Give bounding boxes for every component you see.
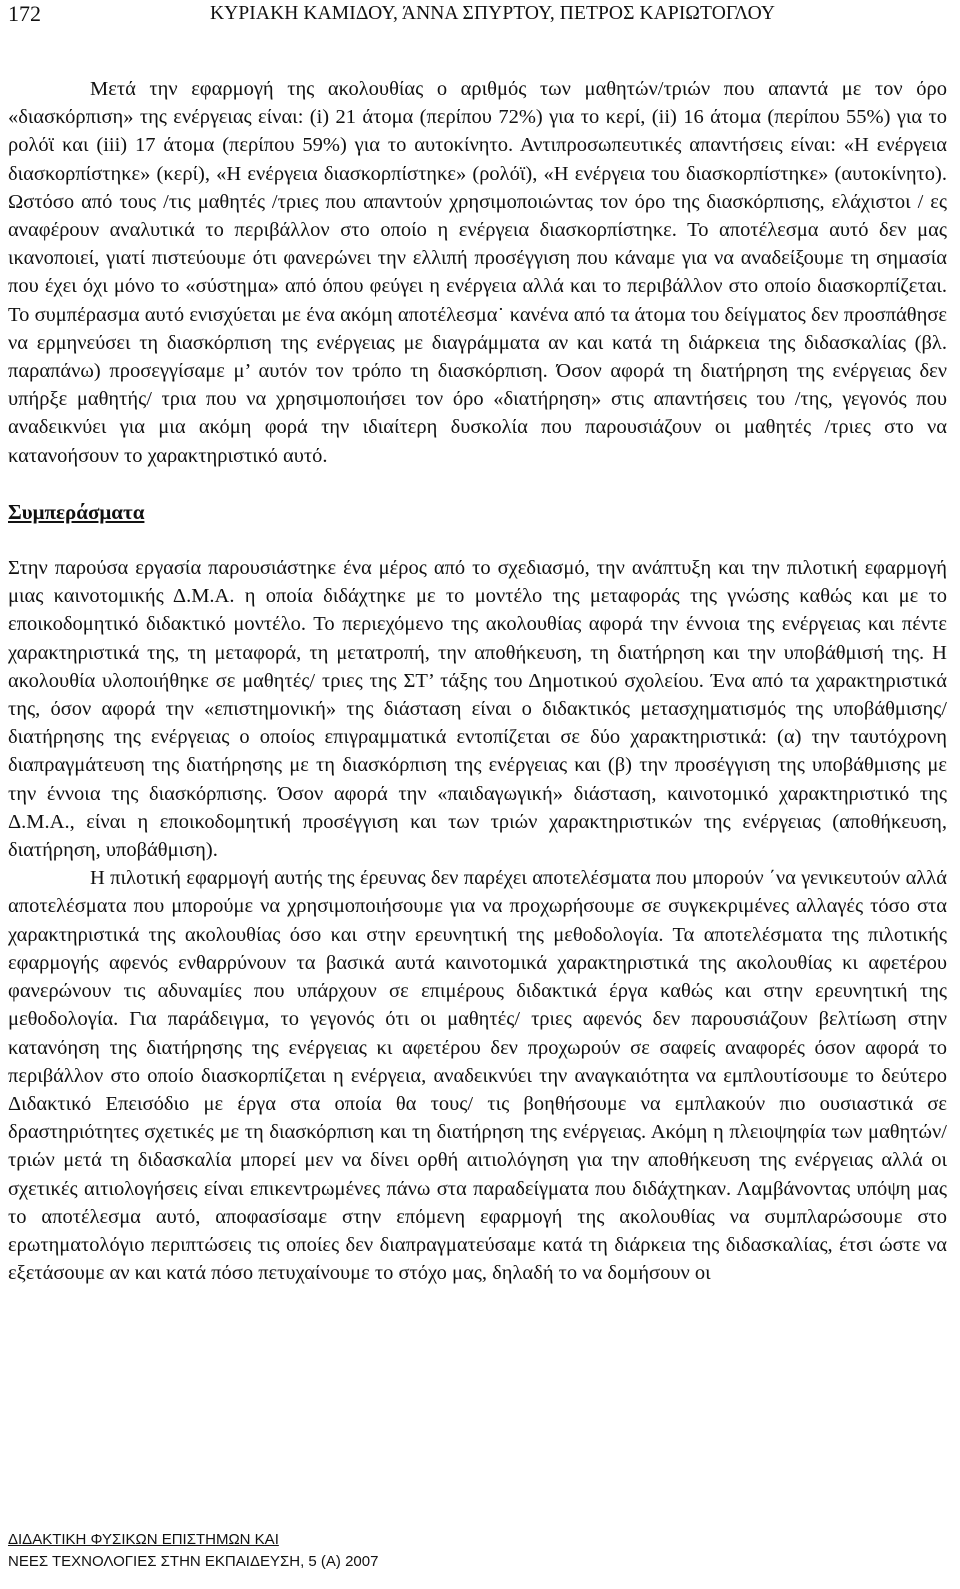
paragraph-pilot-application: Η πιλοτική εφαρμογή αυτής της έρευνας δεν παρέχει αποτελέσματα που μπορούν ΄να γενικευτούν αλλά αποτελέσματα που μπορούμε να χρησιμοποιήσουμε για να προχωρήσουμε σε συγκεκριμένες αλλαγές τόσο στα χαρακτηριστικά της ακολουθίας όσο και στην ερευνητική της μεθοδολογία. Τα αποτελέσματα της πιλοτικής εφαρμογής αφενός ενθαρρύνουν τα βασικά αυτά καινοτομικά χαρακτηριστικά της ακολουθίας κι αφετέρου φανερώνουν τις αδυναμίες που υπάρχουν σε επιμέρους διδακτικά έργα καθώς και στην ερευνητική της μεθοδολογία. Για παράδειγμα, το γεγονός ότι οι μαθητές/ τριες αφενός δεν παρουσιάζουν βελτίωση στην κατανόηση της διατήρησης της ενέργειας κι αφετέρου δεν προχωρούν σε σαφείς αναφορές όσον αφορά το περιβάλλον στο οποίο διασκορπίζεται η ενέργεια, αναδεικνύει την αναγκαιότητα να εμπλουτίσουμε το δεύτερο Διδακτικό Επεισόδιο με έργα στα οποία θα τους/ τις βοηθήσουμε να εμπλακούν πιο ουσιαστικά σε δραστηριότητες σχετικές με τη διασκόρπιση και τη διατήρηση της ενέργειας. Ακόμη η πλειοψηφία των μαθητών/τριών μετά τη διδασκαλία μπορεί μεν να δίνει ορθή αιτιολόγηση για την αποθήκευση της ενέργειας αλλά οι σχετικές αιτιολογήσεις είναι επικεντρωμένες πάνω στα παραδείγματα που διδάχτηκαν. Λαμβάνοντας υπόψη μας το αποτέλεσμα αυτό, αποφασίσαμε στην επόμενη εφαρμογή της ακολουθίας να συμπλαρώσουμε στο ερωτηματολόγιο περιπτώσεις τις οποίες δεν διαπραγματεύσαμε κατά τη διάρκεια της διδασκαλίας, έτσι ώστε να εξετάσουμε αν και κατά πόσο πετυχαίνουμε το στόχο μας, δηλαδή το να δομήσουν οι: [8, 867, 947, 1285]
section-heading: Συμπεράσματα: [8, 499, 145, 524]
page-footer: [8, 1529, 378, 1573]
footer-journal-line-2: ΝΕΕΣ ΤΕΧΝΟΛΟΓΙΕΣ ΣΤΗΝ ΕΚΠΑΙΔΕΥΣΗ, 5 (Α) 2007: [8, 1553, 379, 1570]
running-head-authors: ΚΥΡΙΑΚΗ ΚΑΜΙΔΟΥ, ΆΝΝΑ ΣΠΥΡΤΟΥ, ΠΕΤΡΟΣ ΚΑΡΙΩΤΟΓΛΟΥ: [210, 3, 776, 24]
body-text: [8, 75, 947, 1287]
page-number: 172: [8, 1, 41, 26]
footer-journal-line-1: ΔΙΔΑΚΤΙΚΗ ΦΥΣΙΚΩΝ ΕΠΙΣΤΗΜΩΝ ΚΑΙ: [8, 1531, 279, 1548]
paragraph-results: Μετά την εφαρμογή της ακολουθίας ο αριθμός των μαθητών/τριών που απαντά με τον όρο «διασκόρπιση» της ενέργειας είναι: (i) 21 άτομα (περίπου 72%) για το κερί, (ii) 16 άτομα (περίπου 55%) για το ρολόϊ και (iii) 17 άτομα (περίπου 59%) για το αυτοκίνητο. Αντιπροσωπευτικές απαντήσεις είναι: «Η ενέργεια διασκορπίστηκε» (κερί), «Η ενέργεια διασκορπίστηκε» (ρολόϊ), «Η ενέργεια του διασκορπίστηκε» (αυτοκίνητο). Ωστόσο από τους /τις μαθητές /τριες που απαντούν χρησιμοποιώντας τον όρο της διασκόρπισης, ελάχιστοι / ες αναφέρουν αναλυτικά το περιβάλλον στο οποίο η ενέργεια διασκορπίστηκε. Το αποτέλεσμα αυτό δεν μας ικανοποιεί, γιατί πιστεύουμε ότι φανερώνει την ελλιπή προσέγγιση που κάναμε για να αναδείξουμε τη σημασία που έχει όχι μόνο το «σύστημα» από όπου φεύγει η ενέργεια αλλά και το περιβάλλον στο οποίο διασκορπίζεται. Το συμπέρασμα αυτό ενισχύεται με ένα ακόμη αποτέλεσμα˙ κανένα από τα άτομα του δείγματος δεν προσπάθησε να ερμηνεύσει τη διασκόρπιση της ενέργειας με διαγράμματα αν και κατά τη διάρκεια της διδασκαλίας (βλ. παραπάνω) προσεγγίσαμε μ’ αυτόν τον τρόπο τη διασκόρπιση. Όσον αφορά τη διατήρηση της ενέργειας δεν υπήρξε μαθητής/ τρια που να χρησιμοποιήσει τον όρο «διατήρηση» στις απαντήσεις του /της, γεγονός που αναδεικνύει για μια ακόμη φορά την ιδιαίτερη δυσκολία που παρουσιάζουν οι μαθητές /τριες στο να κατανοήσουν το χαρακτηριστικό αυτό.: [8, 78, 947, 467]
page-header: [8, 0, 948, 30]
paragraph-conclusions: Στην παρούσα εργασία παρουσιάστηκε ένα μέρος από το σχεδιασμό, την ανάπτυξη και την πιλοτική εφαρμογή μιας καινοτομικής Δ.Μ.Α. η οποία διδάχτηκε με το μοντέλο της μεταφοράς της γνώσης καθώς και με το εποικοδομητικό διδακτικό μοντέλο. Το περιεχόμενο της ακολουθίας αφορά την έννοια της ενέργειας και πέντε χαρακτηριστικά της, τη μεταφορά, τη μετατροπή, την αποθήκευση, τη διατήρηση και την υποβάθμισή της. Η ακολουθία υλοποιήθηκε σε μαθητές/ τριες της ΣΤ’ τάξης του Δημοτικού σχολείου. Ένα από τα χαρακτηριστικά της, όσον αφορά την «επιστημονική» της διάσταση είναι ο διδακτικός μετασχηματισμός της υποβάθμισης/διατήρησης της ενέργειας ο οποίος επιγραμματικά εντοπίζεται σε δύο χαρακτηριστικά: (α) την ταυτόχρονη διαπραγμάτευση της διατήρησης με τη διασκόρπιση της ενέργειας και (β) την προσέγγιση της υποβάθμισης με την έννοια της διασκόρπισης. Όσον αφορά την «παιδαγωγική» διάσταση, καινοτομικό χαρακτηριστικό της Δ.Μ.Α., είναι η εποικοδομητική προσέγγιση και των τριών χαρακτηριστικών της ενέργειας (αποθήκευση, διατήρηση, υποβάθμιση).: [8, 557, 947, 862]
